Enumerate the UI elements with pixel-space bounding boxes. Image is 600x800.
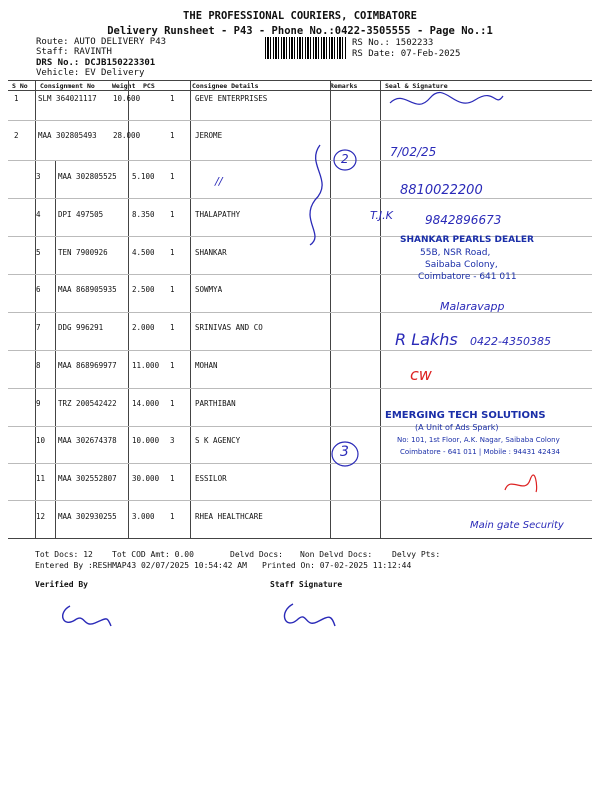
row-7-cons: DDG 996291 xyxy=(58,323,104,332)
row-2-sno: 2 xyxy=(14,131,19,140)
rs-no-value: 1502233 xyxy=(395,38,434,48)
col-sno: S No xyxy=(12,82,28,90)
drs-value: DCJB150223301 xyxy=(84,58,156,68)
row-10-name: S K AGENCY xyxy=(195,436,241,445)
row-10-sno: 10 xyxy=(36,436,46,445)
row-5-cons: TEN 7900926 xyxy=(58,248,108,257)
row-8-weight: 11.000 xyxy=(132,361,160,370)
row-9-weight: 14.000 xyxy=(132,399,160,408)
staff-line xyxy=(36,47,112,57)
row-4-pcs: 1 xyxy=(170,210,175,219)
vehicle-label: Vehicle: xyxy=(36,68,80,78)
row-3-weight: 5.100 xyxy=(132,172,155,181)
row-rule xyxy=(8,350,592,351)
staff-signature-label: Staff Signature xyxy=(270,580,343,589)
row-rule xyxy=(8,500,592,501)
row-rule xyxy=(8,120,592,121)
row-6-weight: 2.500 xyxy=(132,285,155,294)
row-10-weight: 10.000 xyxy=(132,436,160,445)
runsheet-title: Delivery Runsheet - P43 - Phone No.:0422-3505555 - Page No.:1 xyxy=(107,25,493,37)
row-8-name: MOHAN xyxy=(195,361,218,370)
row-11-cons: MAA 302552807 xyxy=(58,474,117,483)
row-11-pcs: 1 xyxy=(170,474,175,483)
row-6-sno: 6 xyxy=(36,285,41,294)
phone-note-3: 0422-4350385 xyxy=(470,335,551,348)
row-7-sno: 7 xyxy=(36,323,41,332)
row-5-pcs: 1 xyxy=(170,248,175,257)
printed-on: Printed On: 07-02-2025 11:12:44 xyxy=(262,561,412,570)
tjk-note: T.J.K xyxy=(370,209,393,222)
row-9-cons: TRZ 200542422 xyxy=(58,399,117,408)
route-label: Route: xyxy=(36,37,69,47)
stamp-shankar-2: 55B, NSR Road, xyxy=(420,248,491,258)
row-2-cons: MAA 302805493 xyxy=(38,131,97,140)
col-consignment: Consignment No xyxy=(40,82,95,90)
col-rule xyxy=(380,80,381,538)
col-consignee: Consignee Details xyxy=(192,82,259,90)
stamp-shankar-4: Coimbatore - 641 011 xyxy=(418,272,517,282)
staff-value: RAVINTH xyxy=(73,47,112,57)
row-6-pcs: 1 xyxy=(170,285,175,294)
row-3-pcs: 1 xyxy=(170,172,175,181)
row-11-weight: 30.000 xyxy=(132,474,160,483)
rs-no-label: RS No.: xyxy=(352,38,390,48)
entered-by: Entered By :RESHMAP43 02/07/2025 10:54:42 AM xyxy=(35,561,247,570)
row3-mark: // xyxy=(215,175,223,188)
main-gate-note: Main gate Security xyxy=(470,520,564,531)
red-signature-icon xyxy=(500,470,540,500)
stamp-shankar-1: SHANKAR PEARLS DEALER xyxy=(400,235,534,245)
stamp-emerging-3: No: 101, 1st Floor, A.K. Nagar, Saibaba Colony xyxy=(397,436,560,444)
mala-note: Malaravapp xyxy=(440,300,505,313)
tot-docs-label: Tot Docs: xyxy=(35,550,79,559)
row-8-pcs: 1 xyxy=(170,361,175,370)
row-3-sno: 3 xyxy=(36,172,41,181)
row-8-sno: 8 xyxy=(36,361,41,370)
col-rule xyxy=(35,80,36,538)
cw-note: cw xyxy=(410,365,432,384)
row-rule xyxy=(8,388,592,389)
row-7-pcs: 1 xyxy=(170,323,175,332)
row-5-weight: 4.500 xyxy=(132,248,155,257)
row-9-pcs: 1 xyxy=(170,399,175,408)
row-2-pcs: 1 xyxy=(170,131,175,140)
tot-docs-value: 12 xyxy=(83,550,93,559)
table-top-rule xyxy=(8,80,592,81)
drs-label: DRS No.: xyxy=(36,58,80,68)
rs-date-value: 07-Feb-2025 xyxy=(400,49,461,59)
row-1-weight: 10.600 xyxy=(113,94,141,103)
col-weight: Weight xyxy=(112,82,136,90)
delvy-pts-label: Delvy Pts: xyxy=(392,550,441,559)
tot-cod-value: 0.00 xyxy=(174,550,194,559)
verified-by-label: Verified By xyxy=(35,580,88,589)
row-11-name: ESSILOR xyxy=(195,474,227,483)
row-4-weight: 8.350 xyxy=(132,210,155,219)
row-12-cons: MAA 302930255 xyxy=(58,512,117,521)
row-11-sno: 11 xyxy=(36,474,46,483)
date-note: 7/02/25 xyxy=(390,145,437,159)
row-10-pcs: 3 xyxy=(170,436,175,445)
drs-line xyxy=(36,58,155,68)
table-bottom-rule xyxy=(8,538,592,539)
phone-note-2: 9842896673 xyxy=(425,213,502,227)
row-1-sno: 1 xyxy=(14,94,19,103)
row-rule xyxy=(8,426,592,427)
rs-date-line xyxy=(352,49,460,59)
col-rule xyxy=(190,80,191,538)
row-1-cons: SLM 364021117 xyxy=(38,94,97,103)
vehicle-line xyxy=(36,68,144,78)
row-4-sno: 4 xyxy=(36,210,41,219)
company-title: THE PROFESSIONAL COURIERS, COIMBATORE xyxy=(183,10,417,22)
row-7-weight: 2.000 xyxy=(132,323,155,332)
route-value: AUTO DELIVERY P43 xyxy=(73,37,167,47)
row-12-sno: 12 xyxy=(36,512,46,521)
verified-signature-icon xyxy=(55,598,115,633)
tot-docs xyxy=(35,550,93,559)
stamp-shankar-3: Saibaba Colony, xyxy=(425,260,498,270)
row-9-sno: 9 xyxy=(36,399,41,408)
row-6-cons: MAA 868905935 xyxy=(58,285,117,294)
row-5-sno: 5 xyxy=(36,248,41,257)
route-line xyxy=(36,37,166,47)
phone-note-1: 8810022200 xyxy=(400,183,483,198)
staff-signature-icon xyxy=(275,598,340,633)
row-8-cons: MAA 868969977 xyxy=(58,361,117,370)
row-7-name: SRINIVAS AND CO xyxy=(195,323,263,332)
stamp-emerging-4: Coimbatore - 641 011 | Mobile : 94431 42434 xyxy=(400,448,560,456)
row-2-weight: 28.000 xyxy=(113,131,141,140)
row-10-cons: MAA 302674378 xyxy=(58,436,117,445)
tot-cod xyxy=(112,550,194,559)
circle-3-number: 3 xyxy=(340,444,349,460)
tot-cod-label: Tot COD Amt: xyxy=(112,550,170,559)
row-1-name: GEVE ENTERPRISES xyxy=(195,94,268,103)
row-rule xyxy=(8,463,592,464)
stamp-emerging-1: EMERGING TECH SOLUTIONS xyxy=(385,410,546,421)
col-rule xyxy=(128,80,129,538)
col-remarks: Remarks xyxy=(330,82,358,90)
rs-date-label: RS Date: xyxy=(352,49,396,59)
rs-no-line xyxy=(352,38,433,48)
vehicle-value: EV Delivery xyxy=(84,68,145,78)
row-6-name: SOWMYA xyxy=(195,285,223,294)
col-pcs: PCS xyxy=(143,82,155,90)
col-rule xyxy=(55,160,56,538)
row-12-pcs: 1 xyxy=(170,512,175,521)
row-4-cons: DPI 497505 xyxy=(58,210,104,219)
col-seal: Seal & Signature xyxy=(385,82,448,90)
non-delvd-label: Non Delvd Docs: xyxy=(300,550,373,559)
rlaks-note: R Lakhs xyxy=(395,330,458,349)
signature-row1-icon xyxy=(385,88,505,118)
barcode-image xyxy=(265,37,347,59)
row-12-weight: 3.000 xyxy=(132,512,155,521)
row-2-name: JEROME xyxy=(195,131,223,140)
delvd-docs-label: Delvd Docs: xyxy=(230,550,283,559)
stamp-emerging-2: (A Unit of Ads Spark) xyxy=(415,423,499,432)
row-9-name: PARTHIBAN xyxy=(195,399,236,408)
row-5-name: SHANKAR xyxy=(195,248,227,257)
staff-label: Staff: xyxy=(36,47,69,57)
row-4-name: THALAPATHY xyxy=(195,210,241,219)
row-12-name: RHEA HEALTHCARE xyxy=(195,512,263,521)
row-1-pcs: 1 xyxy=(170,94,175,103)
circle-2-number: 2 xyxy=(341,152,349,166)
row-3-cons: MAA 302805525 xyxy=(58,172,117,181)
